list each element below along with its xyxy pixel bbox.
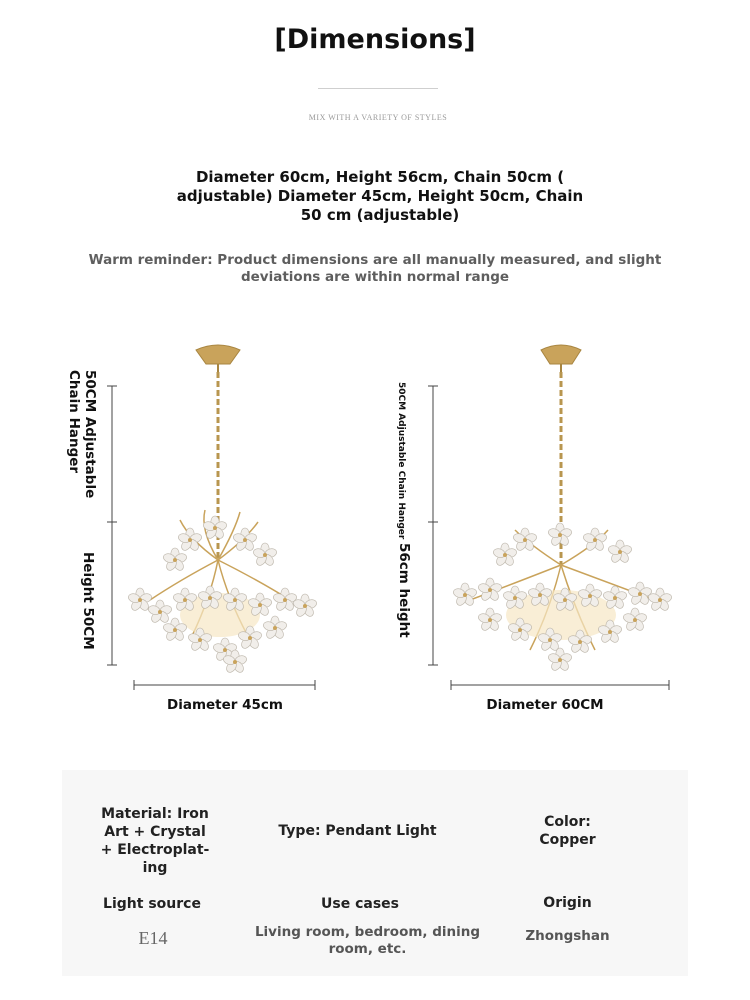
small-height-label: Height 50CM bbox=[80, 552, 96, 650]
page-title: [Dimensions] bbox=[274, 24, 476, 55]
spec-light-source-label: Light source bbox=[103, 896, 201, 912]
dimensions-summary: Diameter 60cm, Height 56cm, Chain 50cm ( adjustable) Diameter 45cm, Height 50cm, Chain 50 cm (adjustable) bbox=[176, 168, 584, 224]
spec-use-cases-label: Use cases bbox=[321, 896, 399, 912]
small-chain-label: 50CM Adjustable Chain Hanger bbox=[66, 370, 98, 499]
spec-material: Material: Iron Art + Crystal + Electroplat- ing bbox=[100, 806, 210, 876]
spec-light-source-value: E14 bbox=[138, 928, 168, 948]
spec-type: Type: Pendant Light bbox=[278, 823, 437, 839]
large-diameter-label: Diameter 60CM bbox=[486, 697, 604, 713]
spec-origin-label: Origin bbox=[543, 895, 592, 911]
chandelier-small bbox=[127, 345, 317, 674]
spec-origin-value: Zhongshan bbox=[525, 928, 610, 944]
small-diameter-label: Diameter 45cm bbox=[167, 697, 283, 713]
measurement-reminder: Warm reminder: Product dimensions are all manually measured, and slight deviations are within normal range bbox=[88, 252, 662, 285]
page-subtitle: MIX WITH A VARIETY OF STYLES bbox=[308, 113, 448, 122]
large-height-label: 56cm height bbox=[396, 543, 412, 638]
spec-color: Color: Copper bbox=[539, 814, 596, 848]
spec-use-cases-value: Living room, bedroom, dining room, etc. bbox=[254, 924, 481, 957]
chandelier-large bbox=[452, 345, 672, 672]
large-chain-label: 50CM Adjustable Chain Hanger bbox=[396, 382, 406, 540]
